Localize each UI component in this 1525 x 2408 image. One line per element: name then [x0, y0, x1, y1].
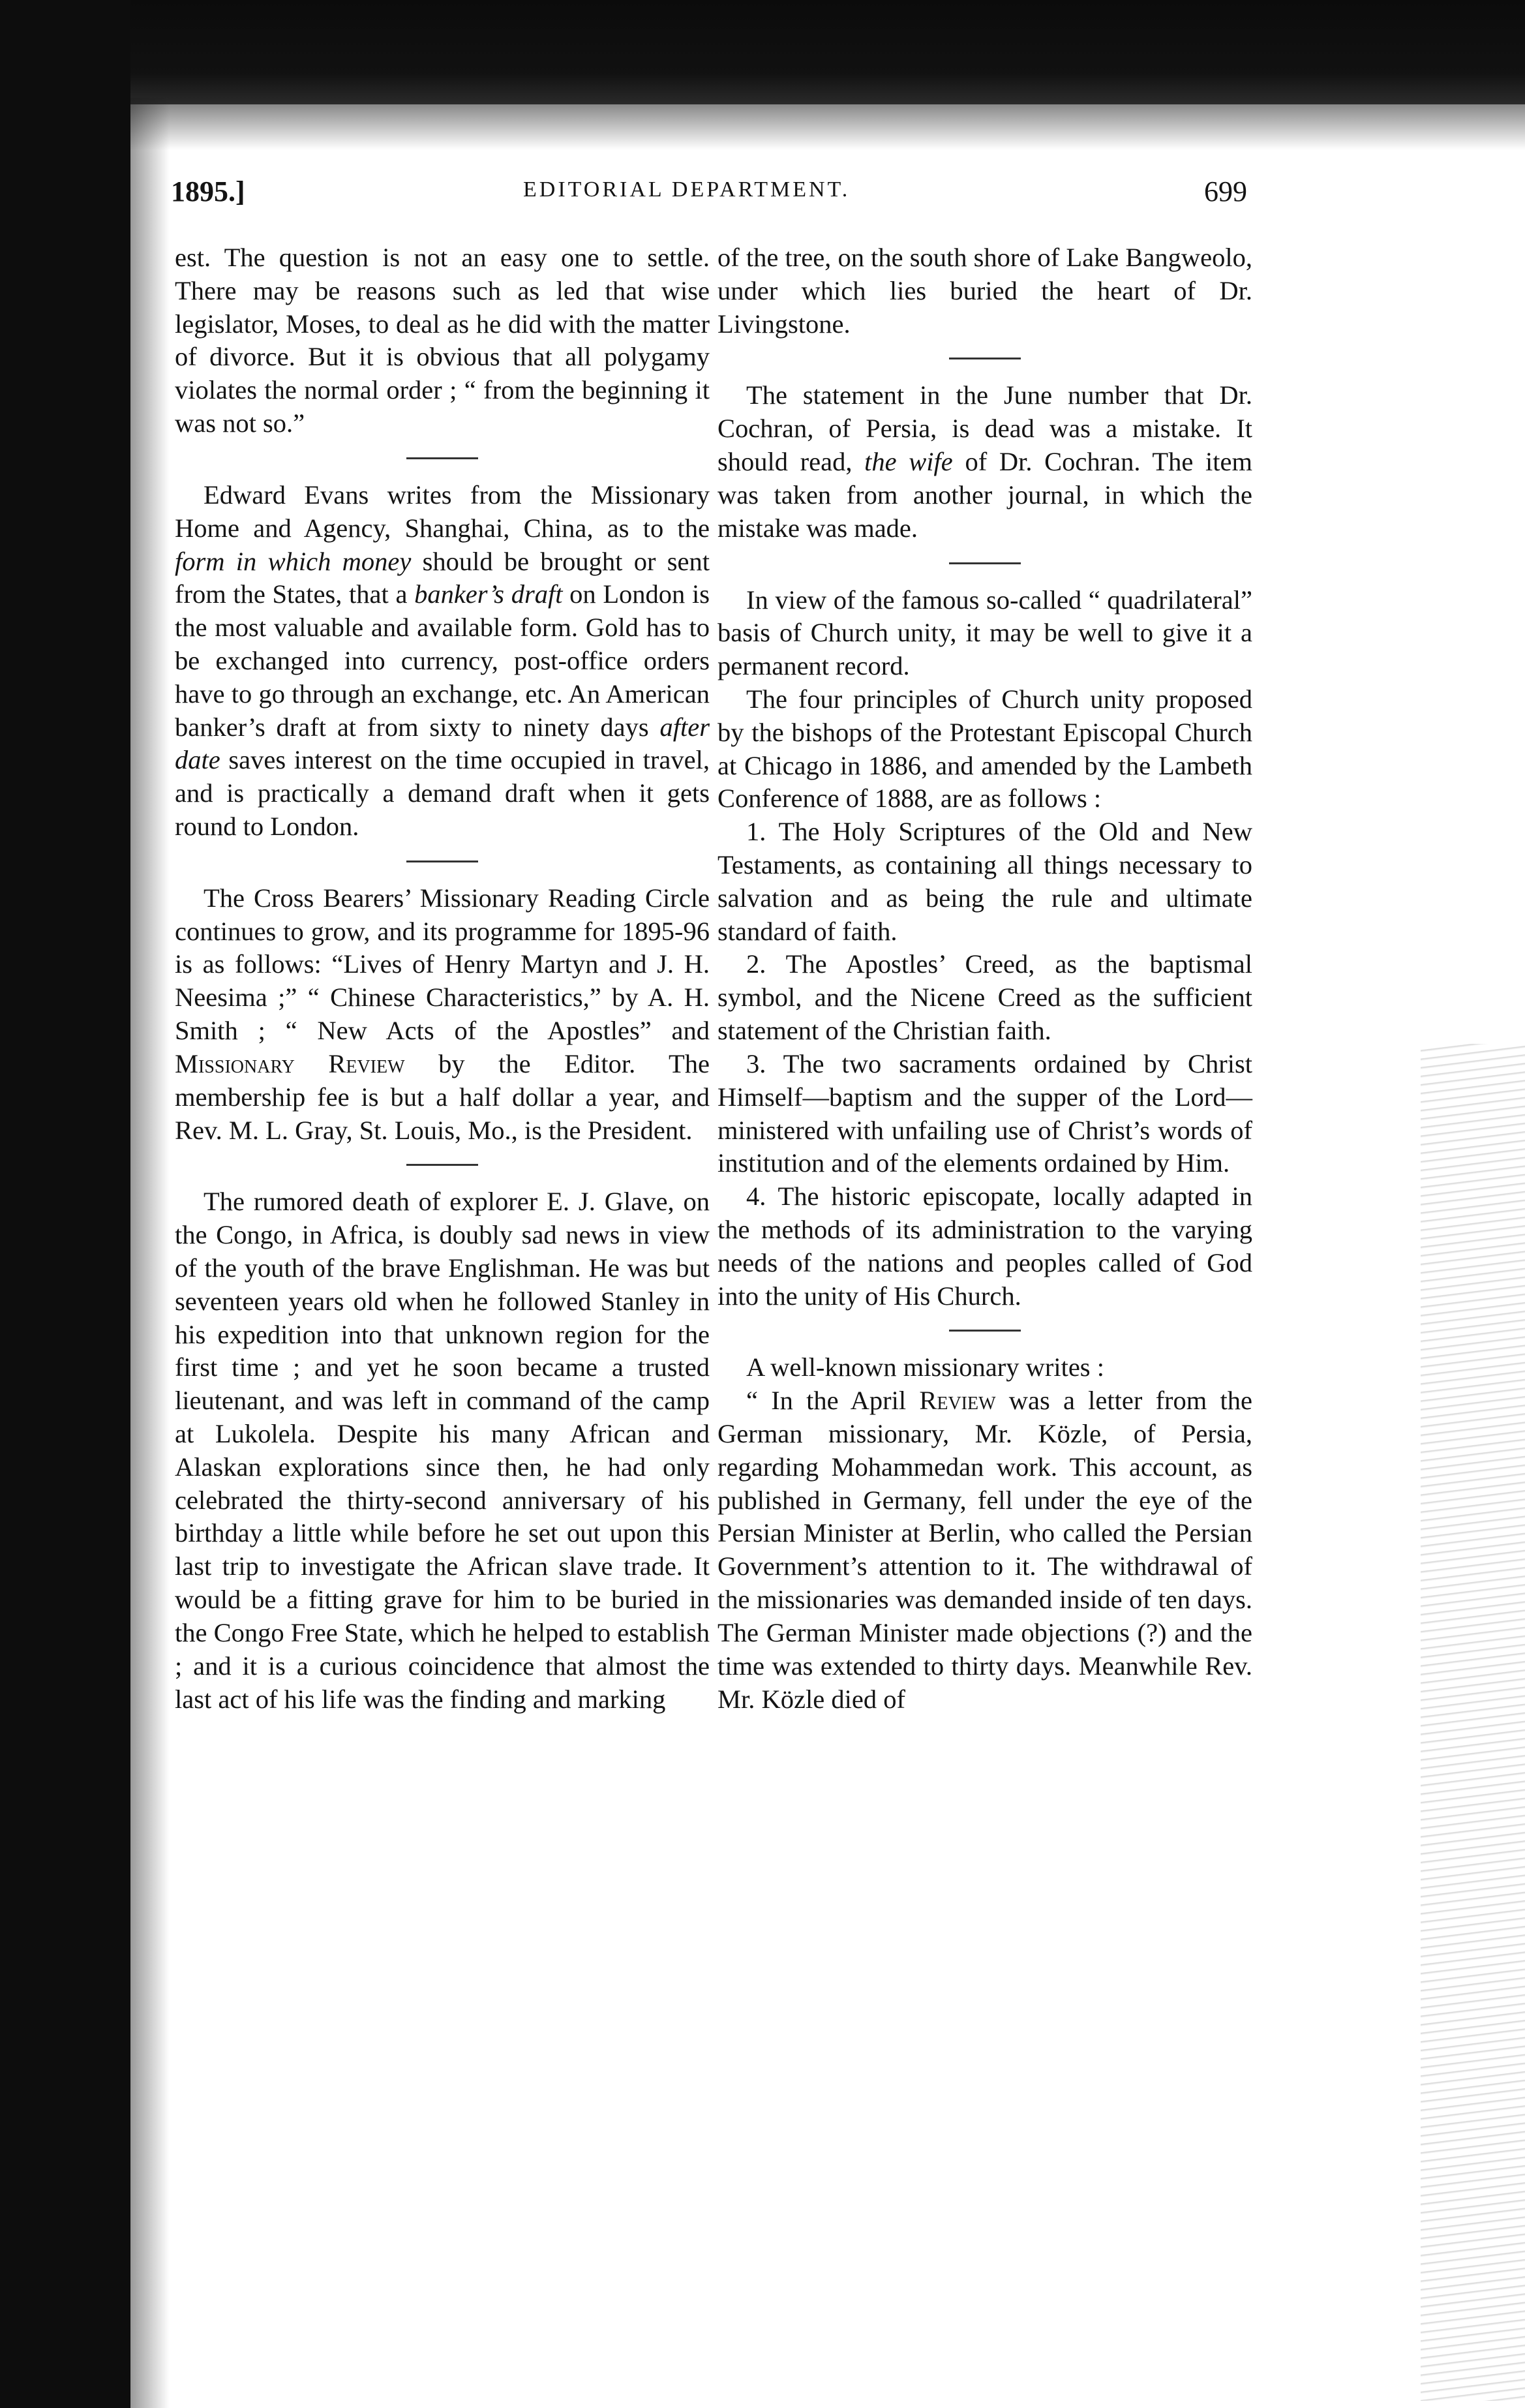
principle-1: 1. The Holy Scriptures of the Old and New Testaments, as containing all things necessary to salvation and as being the rule and ultimate standard of faith.	[717, 817, 1252, 946]
section-divider	[406, 1164, 478, 1166]
left-column	[175, 241, 710, 1716]
paragraph-missionary-writes: A well-known missionary writes :	[746, 1352, 1104, 1382]
principle-4: 4. The historic episcopate, locally adapted in the methods of its administration to the varying needs of the nations and peoples called of God into the unity of His Church.	[717, 1181, 1252, 1311]
principle-3: 3. The two sacraments ordained by Christ Himself—baptism and the supper of the Lord—ministered with unfailing use of Christ’s words of institution and of the elements ordained by Him.	[717, 1048, 1252, 1178]
section-divider	[949, 562, 1021, 564]
section-divider	[949, 1330, 1021, 1332]
running-head-title: EDITORIAL DEPARTMENT.	[523, 177, 851, 202]
paragraph-cross-bearers: The Cross Bearers’ Missionary Reading Circle continues to grow, and its programme for 1895-96 is as follows: “Lives of Henry Martyn and J. H. Neesima ;” “ Chinese Characteristics,” by A. H. Smith ; “ New Acts of the Apostles” and Missionary Review by the Editor. The membership fee is but a half dollar a year, and Rev. M. L. Gray, St. Louis, Mo., is the President.	[175, 883, 710, 1145]
running-head	[171, 175, 1247, 214]
page-number: 699	[1204, 175, 1247, 207]
paragraph-polygamy: est. The question is not an easy one to settle. There may be reasons such as led that wise legislator, Moses, to deal as he did with the matter of divorce. But it is obvious that all polygamy violates the normal order ; “ from the beginning it was not so.”	[175, 243, 710, 438]
paragraph-four-principles: The four principles of Church unity proposed by the bishops of the Protestant Episcopal Church at Chicago in 1886, and amended by the Lambeth Conference of 1888, are as follows :	[717, 684, 1252, 814]
paragraph-evans: Edward Evans writes from the Missionary Home and Agency, Shanghai, China, as to the form in which money should be brought or sent from the States, that a banker’s draft on London is the most valuable and available form. Gold has to be exchanged into currency, post-office orders have to go through an exchange, etc. An American banker’s draft at from sixty to ninety days after date saves interest on the time occupied in travel, and is practically a demand draft when it gets round to London.	[175, 480, 710, 841]
scan-left-border	[0, 0, 130, 2408]
paragraph-kozle: “ In the April Review was a letter from the German missionary, Mr. Közle, of Persia, regarding Mohammedan work. This account, as published in Germany, fell under the eye of the Persian Minister at Berlin, who called the Persian Government’s attention to it. The withdrawal of the missionaries was demanded inside of ten days. The German Minister made objections (?) and the time was extended to thirty days. Meanwhile Rev. Mr. Közle died of	[717, 1386, 1252, 1714]
paragraph-livingstone: of the tree, on the south shore of Lake Bangweolo, under which lies buried the heart of Dr. Livingstone.	[717, 243, 1252, 339]
paragraph-cochran: The statement in the June number that Dr. Cochran, of Persia, is dead was a mistake. It should read, the wife of Dr. Cochran. The item was taken from another journal, in which the mistake was made.	[717, 380, 1253, 543]
right-column	[717, 241, 1252, 1716]
paragraph-glave: The rumored death of explorer E. J. Glave, on the Congo, in Africa, is doubly sad news in view of the youth of the brave Englishman. He was but seventeen years old when he followed Stanley in his expedition into that unknown region for the first time ; and yet he soon became a trusted lieutenant, and was left in command of the camp at Lukolela. Despite his many African and Alaskan explorations since then, he had only celebrated the thirty-second anniversary of his birthday a little while before he set out upon this last trip to investigate the African slave trade. It would be a fitting grave for him to be buried in the Congo Free State, which he helped to establish ; and it is a curious coincidence that almost the last act of his life was the finding and marking	[175, 1187, 710, 1714]
scan-top-shadow	[0, 104, 1525, 150]
section-divider	[949, 358, 1021, 359]
section-divider	[406, 861, 478, 862]
scan-top-border	[0, 0, 1525, 104]
running-head-year: 1895.]	[171, 175, 245, 207]
section-divider	[406, 457, 478, 459]
scan-left-shadow	[130, 98, 170, 2408]
paragraph-quadrilateral: In view of the famous so-called “ quadrilateral” basis of Church unity, it may be well to give it a permanent record.	[717, 585, 1252, 681]
scan-right-edge-noise	[1421, 1044, 1525, 2401]
principle-2: 2. The Apostles’ Creed, as the baptismal symbol, and the Nicene Creed as the sufficient statement of the Christian faith.	[717, 949, 1252, 1046]
